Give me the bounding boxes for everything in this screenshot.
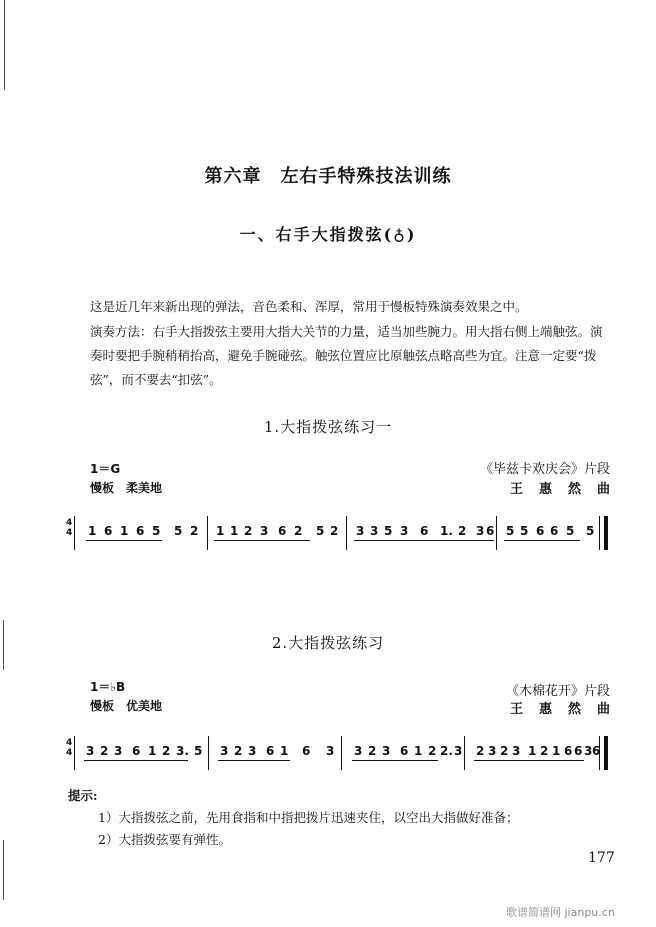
note: 1 xyxy=(528,744,537,758)
exercise-1-score xyxy=(66,502,606,564)
time-signature: 4 4 xyxy=(66,738,73,758)
note: 1 xyxy=(414,744,423,758)
note: 6 xyxy=(536,524,545,538)
beam-underline xyxy=(474,760,584,761)
note: 6 xyxy=(302,744,311,758)
note: 2 xyxy=(428,744,437,758)
beam-underline xyxy=(504,540,580,541)
note: 3 xyxy=(220,744,229,758)
note: 1 xyxy=(280,744,289,758)
note: 6 xyxy=(592,744,601,758)
note: 5 xyxy=(566,524,575,538)
watermark: 歌谱简谱网 jianpu.cn xyxy=(506,906,615,919)
note: 3 xyxy=(354,744,363,758)
note: 1 xyxy=(552,744,561,758)
note: 2 xyxy=(162,744,171,758)
page-number: 177 xyxy=(588,850,615,866)
note: 6 xyxy=(400,744,409,758)
final-barline xyxy=(604,516,608,550)
note: 3 xyxy=(584,744,593,758)
scan-edge-mark xyxy=(4,0,5,90)
note: 3 xyxy=(488,744,497,758)
hint-item: 2）大指拨弦要有弹性。 xyxy=(98,832,231,847)
note: 3 xyxy=(114,744,123,758)
note: 5 xyxy=(520,524,529,538)
note: 3 xyxy=(86,744,95,758)
exercise-1-title: 1.大指拨弦练习一 xyxy=(263,418,393,436)
note: 1 xyxy=(216,524,225,538)
note: 6 xyxy=(420,524,429,538)
note: 5 xyxy=(586,524,595,538)
note: 5 xyxy=(174,524,183,538)
note: 2 xyxy=(294,524,303,538)
final-barline xyxy=(604,736,608,770)
note: 3 xyxy=(260,524,269,538)
exercise-2-composer: 王惠然曲 xyxy=(509,702,626,717)
barline xyxy=(208,736,209,770)
note: 5 xyxy=(194,744,203,758)
note: 2 xyxy=(500,744,509,758)
note: 1 xyxy=(230,524,239,538)
note: 2 xyxy=(244,524,253,538)
note: 5 xyxy=(152,524,161,538)
exercise-1-tempo: 慢板 柔美地 xyxy=(90,481,163,495)
beam-underline xyxy=(86,540,162,541)
note: 3 xyxy=(370,524,379,538)
scan-edge-mark xyxy=(3,840,4,900)
note: 3 xyxy=(476,524,485,538)
note: 6 xyxy=(574,744,583,758)
exercise-2-source: 《木棉花开》片段 xyxy=(505,684,610,699)
note: 1 xyxy=(88,524,97,538)
note: 5 xyxy=(506,524,515,538)
beam-underline xyxy=(218,760,290,761)
barline xyxy=(464,736,465,770)
exercise-2-title: 2.大指拨弦练习 xyxy=(271,634,385,652)
barline xyxy=(341,736,342,770)
exercise-1-key: 1＝G xyxy=(90,462,121,476)
barline xyxy=(346,516,347,550)
barline xyxy=(599,516,600,550)
note: 6 xyxy=(486,524,495,538)
note: 5 xyxy=(316,524,325,538)
note: 2 xyxy=(330,524,339,538)
note: 3 xyxy=(326,744,335,758)
note: 3 xyxy=(356,524,365,538)
note: 2 xyxy=(368,744,377,758)
exercise-2-key: 1＝♭B xyxy=(90,680,126,694)
note: 3 xyxy=(512,744,521,758)
note: 1 xyxy=(120,524,129,538)
note: 3. xyxy=(176,744,189,758)
note: 3 xyxy=(454,744,463,758)
note: 6 xyxy=(266,744,275,758)
note: 2 xyxy=(458,524,467,538)
time-signature: 4 4 xyxy=(66,518,73,538)
note: 2 xyxy=(190,524,199,538)
note: 6 xyxy=(550,524,559,538)
exercise-1-source: 《毕兹卡欢庆会》片段 xyxy=(479,462,610,477)
barline xyxy=(74,736,75,770)
note: 1 xyxy=(148,744,157,758)
note: 6 xyxy=(132,744,141,758)
note: 3 xyxy=(400,524,409,538)
beam-underline xyxy=(214,540,310,541)
hint-item: 1）大指拨弦之前，先用食指和中指把拨片迅速夹住，以空出大指做好准备； xyxy=(98,810,519,825)
chapter-title: 第六章 左右手特殊技法训练 xyxy=(204,166,452,187)
note: 3 xyxy=(248,744,257,758)
hints-label: 提示: xyxy=(68,788,98,803)
note: 2. xyxy=(440,744,453,758)
note: 5 xyxy=(384,524,393,538)
note: 6 xyxy=(278,524,287,538)
note: 6 xyxy=(136,524,145,538)
note: 2 xyxy=(234,744,243,758)
beam-underline xyxy=(352,760,438,761)
note: 2 xyxy=(476,744,485,758)
barline xyxy=(207,516,208,550)
barline xyxy=(496,516,497,550)
barline xyxy=(74,516,75,550)
section-title: 一、右手大指拨弦(♁) xyxy=(239,225,417,244)
note: 2 xyxy=(100,744,109,758)
exercise-2-score xyxy=(66,722,606,784)
note: 1. xyxy=(440,524,453,538)
beam-underline xyxy=(84,760,188,761)
note: 3 xyxy=(382,744,391,758)
beam-underline xyxy=(354,540,494,541)
note: 6 xyxy=(564,744,573,758)
method-paragraph: 演奏方法：右手大指拨弦主要用大指大关节的力量，适当加些腕力。用大指右侧上端触弦。演奏时要把手腕稍稍抬高，避免手腕碰弦。触弦位置应比原触弦点略高些为宜。注意一定要“拨弦”，而不要去“扣弦”。 xyxy=(90,324,603,387)
note: 2 xyxy=(540,744,549,758)
exercise-1-composer: 王惠然曲 xyxy=(509,482,626,497)
intro-paragraph: 这是近几年来新出现的弹法，音色柔和、浑厚，常用于慢板特殊演奏效果之中。 xyxy=(90,299,528,314)
exercise-2-tempo: 慢板 优美地 xyxy=(90,699,163,713)
note: 6 xyxy=(104,524,113,538)
